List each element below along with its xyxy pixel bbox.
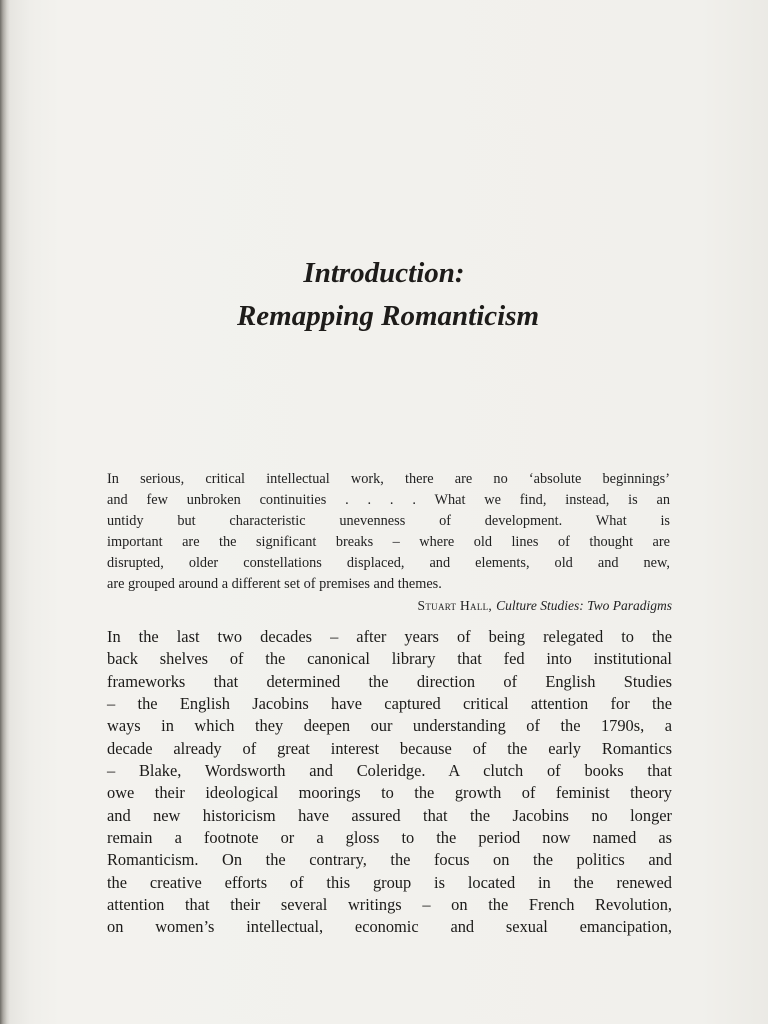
body-line: ways in which they deepen our understanding of the 1790s, a: [107, 716, 672, 736]
epigraph-quote: [107, 469, 670, 596]
attribution-work-title: Culture Studies: Two Paradigms: [496, 598, 672, 613]
epigraph-attribution: [107, 598, 672, 614]
epigraph-line: important are the significant breaks – where old lines of thought are: [107, 534, 670, 551]
epigraph-line: disrupted, older constellations displaced, and elements, old and new,: [107, 555, 670, 572]
body-line: on women’s intellectual, economic and sexual emancipation,: [107, 917, 672, 937]
body-paragraph: [107, 626, 672, 939]
epigraph-line: and few unbroken continuities . . . . What we find, instead, is an: [107, 492, 670, 509]
chapter-title-line-1: Introduction:: [303, 257, 465, 289]
epigraph-line: In serious, critical intellectual work, there are no ‘absolute beginnings’: [107, 471, 670, 487]
body-line: owe their ideological moorings to the growth of feminist theory: [107, 783, 672, 803]
body-line: – Blake, Wordsworth and Coleridge. A clutch of books that: [107, 761, 672, 781]
body-line: the creative efforts of this group is located in the renewed: [107, 872, 672, 892]
epigraph-line: untidy but characteristic unevenness of development. What is: [107, 513, 670, 530]
body-line: frameworks that determined the direction of English Studies: [107, 671, 672, 691]
body-line: In the last two decades – after years of being relegated to the: [107, 627, 672, 646]
body-line: attention that their several writings – on the French Revolution,: [107, 895, 672, 915]
body-line: decade already of great interest because of the early Romantics: [107, 738, 672, 758]
body-line: remain a footnote or a gloss to the period now named as: [107, 828, 672, 848]
epigraph-line: are grouped around a different set of premises and themes.: [107, 576, 442, 593]
attribution-author: Stuart Hall,: [417, 598, 493, 613]
body-line: Romanticism. On the contrary, the focus on the politics and: [107, 850, 672, 870]
body-line: – the English Jacobins have captured critical attention for the: [107, 694, 672, 714]
body-line: and new historicism have assured that the Jacobins no longer: [107, 805, 672, 825]
chapter-title-line-2: Remapping Romanticism: [236, 300, 540, 332]
body-line: back shelves of the canonical library that fed into institutional: [107, 649, 672, 669]
book-spine-shadow: [0, 0, 10, 1024]
